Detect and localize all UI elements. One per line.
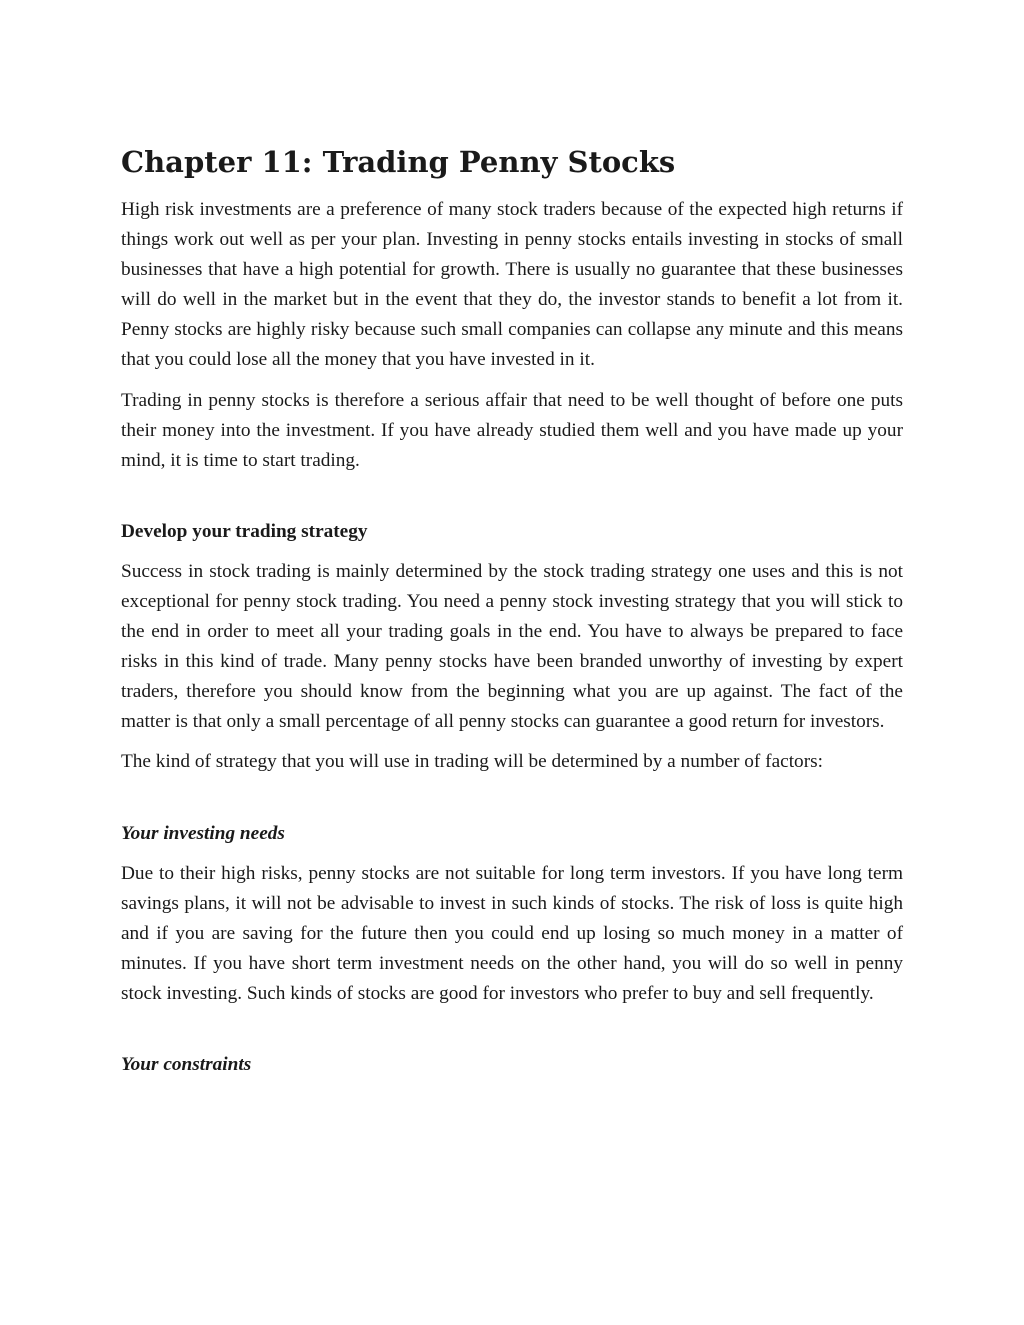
- intro-paragraph-1: High risk investments are a preference of many stock traders because of the expected high returns if things work out well as per your plan. Investing in penny stocks entails investing in stocks of small businesses that have a high potential for growth. There is usually no guarantee that these businesses will do well in the market but in the event that they do, the investor stands to benefit a lot from it. Penny stocks are highly risky because such small companies can collapse any minute and this means that you could lose all the money that you have invested in it.: [121, 199, 903, 371]
- strategy-paragraph-2: The kind of strategy that you will use in trading will be determined by a number of factors:: [121, 751, 823, 773]
- strategy-paragraph-1: Success in stock trading is mainly determined by the stock trading strategy one uses and this is not exceptional for penny stock trading. You need a penny stock investing strategy that you will stick to the end in order to meet all your trading goals in the end. You have to always be prepared to face risks in this kind of trade. Many penny stocks have been branded unworthy of investing by expert traders, therefore you should know from the beginning what you are up against. The fact of the matter is that only a small percentage of all penny stocks can guarantee a good return for investors.: [121, 560, 903, 733]
- section-heading-strategy: Develop your trading strategy: [121, 520, 368, 542]
- section-heading-investing-needs: Your investing needs: [121, 822, 285, 844]
- section-heading-constraints: Your constraints: [121, 1053, 252, 1075]
- chapter-title: Chapter 11: Trading Penny Stocks: [121, 145, 676, 179]
- intro-paragraph-2: Trading in penny stocks is therefore a serious affair that need to be well thought of before one puts their money into the investment. If you have already studied them well and you have made up your mind, it is time to start trading.: [121, 389, 903, 471]
- page-content: [121, 138, 903, 1080]
- investing-needs-paragraph: Due to their high risks, penny stocks are not suitable for long term investors. If you have long term savings plans, it will not be advisable to invest in such kinds of stocks. The risk of loss is quite high and if you are saving for the future then you could end up losing so much money in a matter of minutes. If you have short term investment needs on the other hand, you will do so well in penny stock investing. Such kinds of stocks are good for investors who prefer to buy and sell frequently.: [121, 862, 903, 1004]
